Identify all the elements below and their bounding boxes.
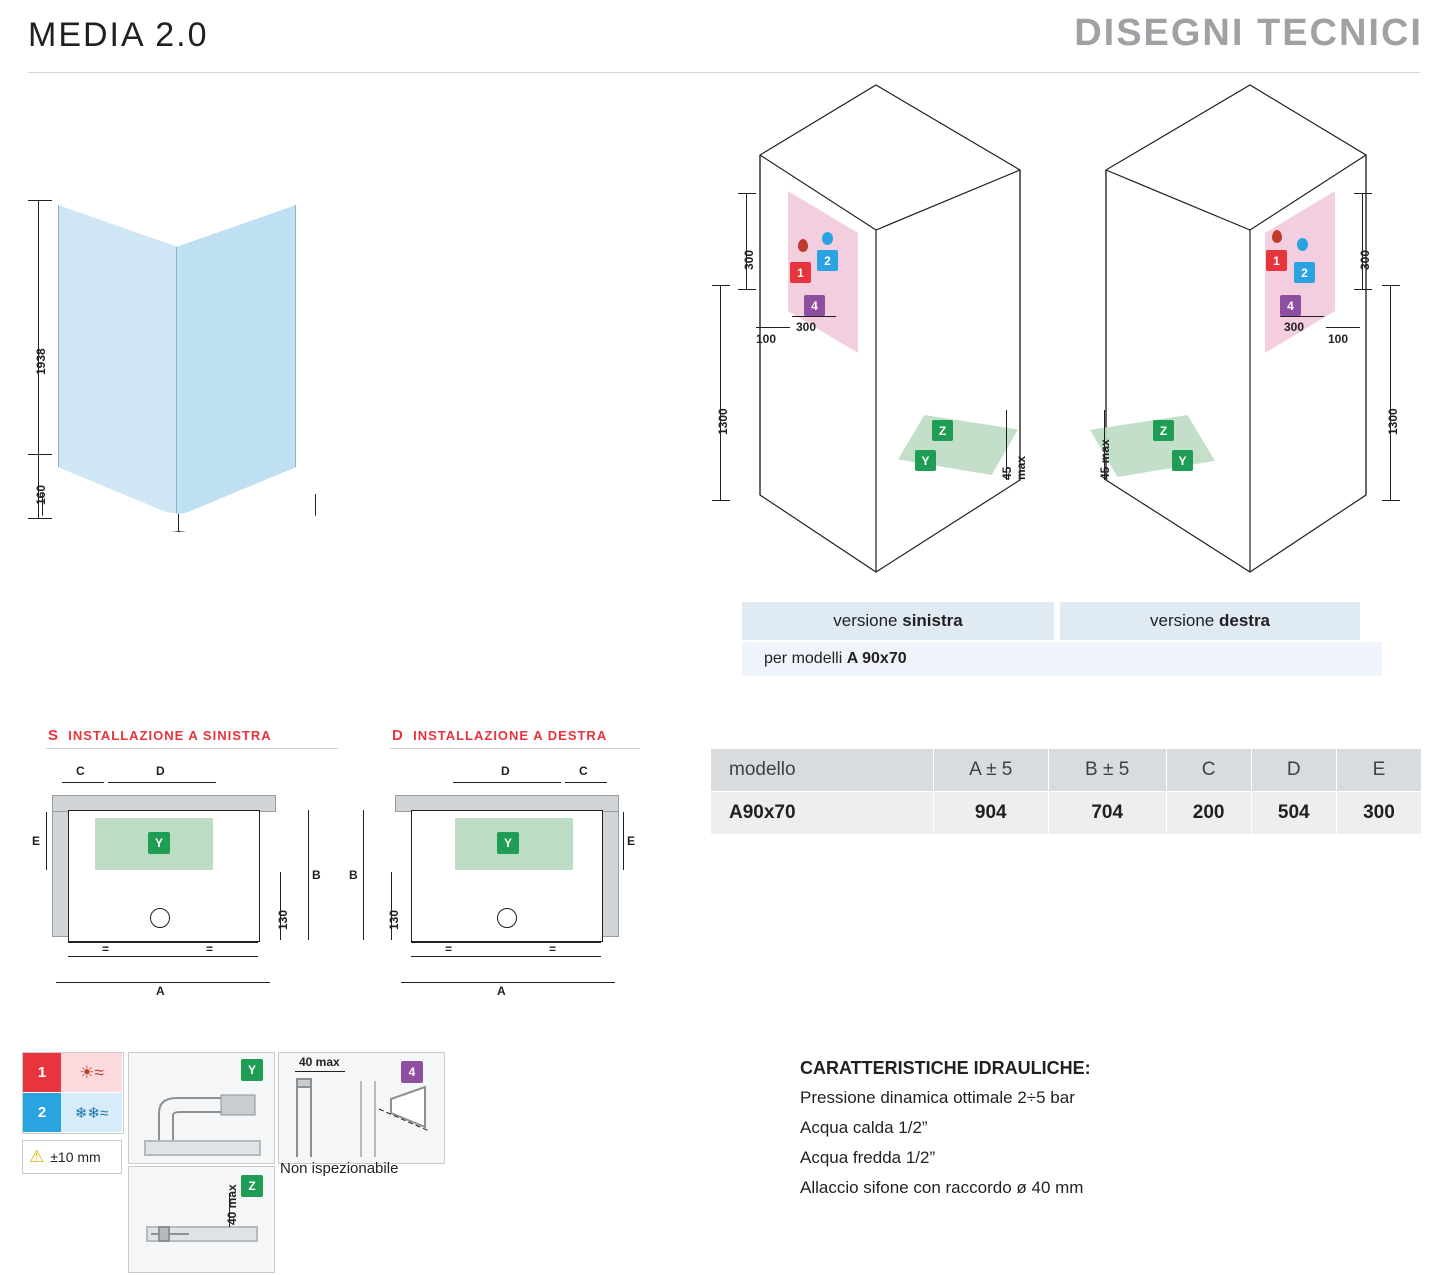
iso-left-drawing — [700, 80, 1040, 600]
table-header-cell: modello — [711, 749, 934, 792]
table-header-cell: D — [1251, 749, 1336, 792]
caption-right-strong: destra — [1218, 611, 1271, 630]
legend-siphon-detail — [128, 1052, 275, 1164]
spec-table — [710, 748, 1422, 835]
dim-label-b: B — [312, 868, 321, 882]
install-left-title — [48, 727, 272, 744]
dim-eq-line — [68, 956, 258, 957]
cold-outlet-icon — [822, 232, 833, 245]
caption-models-prefix: per modelli — [764, 650, 843, 667]
install-left-plan — [32, 760, 350, 1010]
dim-300-v-line — [746, 193, 747, 289]
legend-water-box — [22, 1052, 124, 1134]
dim-label-eq-1: = — [102, 942, 110, 956]
dim-label-eq-2: = — [206, 942, 214, 956]
inner-line — [411, 942, 601, 943]
tag-4: 4 — [1280, 295, 1301, 316]
table-cell: 704 — [1048, 792, 1166, 835]
install-right-label: INSTALLAZIONE A DESTRA — [413, 728, 608, 743]
caption-version-right — [1060, 602, 1360, 640]
install-right-rule — [390, 748, 640, 749]
cold-water-icon: ❄❄≈ — [61, 1093, 122, 1132]
dim-label-45-max: 45 max — [1000, 455, 1028, 480]
header-divider — [28, 72, 1420, 73]
install-left-label: INSTALLAZIONE A SINISTRA — [68, 728, 272, 743]
iso-left-outline — [700, 80, 1040, 600]
glass-panel-left — [58, 205, 178, 517]
dim-label-d: D — [501, 764, 510, 778]
dim-label-1300: 1300 — [1386, 408, 1400, 435]
caption-models-strong: A 90x70 — [846, 650, 907, 667]
hydraulic-line: Acqua fredda 1/2” — [800, 1148, 936, 1167]
dim-a-line — [56, 982, 270, 983]
dim-label-100: 100 — [1328, 332, 1349, 346]
hot-water-icon: ☀≈ — [61, 1053, 122, 1092]
dim-1300-tick-top — [712, 285, 730, 286]
install-left-rule — [46, 748, 338, 749]
dim-e-line — [623, 812, 624, 870]
dim-c-line — [565, 782, 607, 783]
hydraulic-line: Allaccio sifone con raccordo ø 40 mm — [800, 1178, 1084, 1197]
dim-label-e: E — [32, 834, 41, 848]
table-header-cell: E — [1336, 749, 1421, 792]
hot-outlet-icon — [1272, 230, 1282, 243]
legend-tag-1: 1 — [23, 1053, 61, 1092]
dim-100-line — [1326, 327, 1360, 328]
page-title: MEDIA 2.0 — [28, 16, 209, 54]
hydraulic-title: CARATTERISTICHE IDRAULICHE: — [800, 1058, 1091, 1078]
dim-300-v-tick-top — [1354, 193, 1372, 194]
hydraulic-line: Pressione dinamica ottimale 2÷5 bar — [800, 1088, 1075, 1107]
dim-label-e: E — [627, 834, 636, 848]
dim-label-a: A — [156, 984, 165, 998]
tag-y: Y — [241, 1059, 263, 1081]
dim-1300-line — [720, 285, 721, 500]
dim-label-1938: 1938 — [34, 348, 48, 375]
dim-label-b: B — [349, 868, 358, 882]
iso-right-drawing — [1060, 80, 1410, 600]
dim-1300-tick-bottom — [1382, 500, 1400, 501]
tag-z: Z — [1153, 420, 1174, 441]
dim-300-v-tick-top — [738, 193, 756, 194]
dim-1300-line — [1390, 285, 1391, 500]
hydraulic-line: Acqua calda 1/2” — [800, 1118, 928, 1137]
dim-b-line — [363, 810, 364, 940]
legend-note: Non ispezionabile — [280, 1160, 399, 1177]
tag-y: Y — [1172, 450, 1193, 471]
hot-outlet-icon — [798, 239, 808, 252]
tag-y: Y — [915, 450, 936, 471]
dim-label-d: D — [156, 764, 165, 778]
table-header-cell: C — [1166, 749, 1251, 792]
table-cell: 200 — [1166, 792, 1251, 835]
caption-right-prefix: versione — [1149, 611, 1215, 630]
dim-label-160: 160 — [34, 484, 48, 505]
table-header-cell: B ± 5 — [1048, 749, 1166, 792]
legend-tag-2: 2 — [23, 1093, 61, 1132]
table-cell: A90x70 — [711, 792, 934, 835]
tag-1: 1 — [790, 262, 811, 283]
legend-tolerance-label: ±10 mm — [50, 1149, 101, 1165]
dim-tick-mid — [28, 454, 52, 455]
dim-eq-line — [411, 956, 601, 957]
dim-300-h-line — [1280, 316, 1324, 317]
dim-label-eq-2: = — [549, 942, 557, 956]
tag-z: Z — [932, 420, 953, 441]
dim-label-130: 130 — [387, 909, 401, 930]
table-cell: 300 — [1336, 792, 1421, 835]
dim-300-v-tick-bottom — [1354, 289, 1372, 290]
table-header-row — [711, 749, 1422, 792]
dim-label-c: C — [579, 764, 588, 778]
dim-label-a: A — [497, 984, 506, 998]
table-cell: 904 — [933, 792, 1048, 835]
legend-tolerance-box — [22, 1140, 122, 1174]
install-right-key: D — [392, 727, 404, 744]
dim-label-300-v: 300 — [1358, 249, 1372, 270]
dim-label-eq-1: = — [445, 942, 453, 956]
tag-1: 1 — [1266, 250, 1287, 271]
dim-label-300-h: 300 — [796, 320, 817, 334]
glass-panel-right — [176, 205, 296, 517]
dim-100-line — [756, 327, 790, 328]
dim-label-45-max: 45 max — [1098, 439, 1112, 480]
warning-icon: ⚠ — [29, 1147, 45, 1166]
elevation-drawing — [20, 150, 360, 580]
cold-outlet-icon — [1297, 238, 1308, 251]
caption-models — [742, 642, 1382, 676]
tag-y: Y — [497, 832, 519, 854]
drain-circle — [150, 908, 170, 928]
dim-d-line — [453, 782, 561, 783]
legend-wall-detail — [278, 1052, 445, 1164]
dim-e-line — [46, 812, 47, 870]
dim-1300-tick-top — [1382, 285, 1400, 286]
dim-label-100: 100 — [756, 332, 777, 346]
table-row — [711, 792, 1422, 835]
table-cell: 504 — [1251, 792, 1336, 835]
dim-tick-top — [28, 200, 52, 201]
dim-label-c: C — [76, 764, 85, 778]
tag-2: 2 — [1294, 262, 1315, 283]
tag-z: Z — [241, 1175, 263, 1197]
caption-version-left — [742, 602, 1054, 640]
dim-1300-tick-bottom — [712, 500, 730, 501]
tag-2: 2 — [817, 250, 838, 271]
dim-label-300-h: 300 — [1284, 320, 1305, 334]
dim-label-40-max-v: 40 max — [225, 1184, 239, 1225]
table-header-cell: A ± 5 — [933, 749, 1048, 792]
dim-c-line — [62, 782, 104, 783]
dim-label-40-max-h: 40 max — [299, 1055, 340, 1069]
dim-300-v-tick-bottom — [738, 289, 756, 290]
dim-d-line — [108, 782, 216, 783]
tag-4: 4 — [401, 1061, 423, 1083]
caption-left-strong: sinistra — [902, 611, 963, 630]
dim-300-v-line — [1362, 193, 1363, 289]
install-right-plan — [345, 760, 655, 1010]
dim-label-130: 130 — [276, 909, 290, 930]
drain-circle — [497, 908, 517, 928]
tag-4: 4 — [804, 295, 825, 316]
dim-b-line — [308, 810, 309, 940]
wall-right — [601, 795, 619, 937]
iso-right-outline — [1060, 80, 1410, 600]
dim-label-300-v: 300 — [742, 249, 756, 270]
install-left-key: S — [48, 727, 60, 744]
page-subtitle: DISEGNI TECNICI — [1074, 12, 1423, 54]
install-right-title — [392, 727, 607, 744]
dim-300-h-line — [792, 316, 836, 317]
caption-left-prefix: versione — [833, 611, 898, 630]
tag-y: Y — [148, 832, 170, 854]
inner-line — [68, 942, 258, 943]
dim-label-1300: 1300 — [716, 408, 730, 435]
legend-drain-detail — [128, 1166, 275, 1273]
dim-a-line — [401, 982, 615, 983]
dim-tick-bottom — [28, 518, 52, 519]
